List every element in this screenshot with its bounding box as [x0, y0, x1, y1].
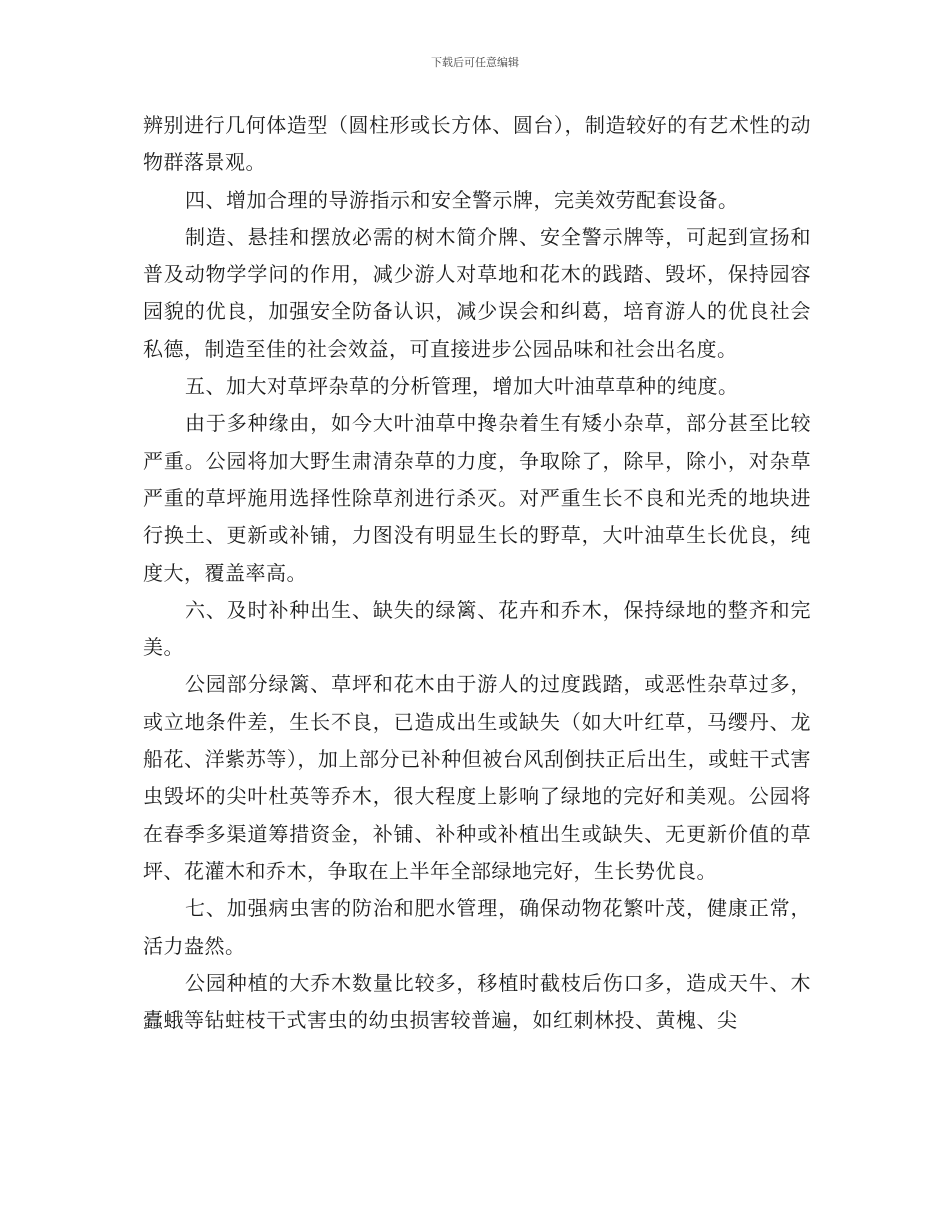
paragraph-7: 公园部分绿篱、草坪和花木由于游人的过度践踏，或恶性杂草过多，或立地条件差，生长不良，已造成出生或缺失（如大叶红草，马缨丹、龙船花、洋紫苏等），加上部分已补种但被台风刮倒扶正后出生，或蛀干式害虫毁坏的尖叶杜英等乔木，很大程度上影响了绿地的完好和美观。公园将在春季多渠道筹措资金，补铺、补种或补植出生或缺失、无更新价值的草坪、花灌木和乔木，争取在上半年全部绿地完好，生长势优良。 [143, 672, 811, 883]
paragraph-5: 由于多种缘由，如今大叶油草中搀杂着生有矮小杂草，部分甚至比较严重。公园将加大野生肃清杂草的力度，争取除了，除早，除小，对杂草严重的草坪施用选择性除草剂进行杀灭。对严重生长不良和光秃的地块进行换土、更新或补铺，力图没有明显生长的野草，大叶油草生长优良，纯度大，覆盖率高。 [143, 411, 811, 585]
paragraph-3: 制造、悬挂和摆放必需的树木简介牌、安全警示牌等，可起到宣扬和普及动物学学问的作用，减少游人对草地和花木的践踏、毁坏，保持园容园貌的优良，加强安全防备认识，减少误会和纠葛，培育游人的优良社会私德，制造至佳的社会效益，可直接进步公园品味和社会出名度。 [143, 224, 811, 361]
paragraph-2-heading: 四、增加合理的导游指示和安全警示牌，完美效劳配套设备。 [185, 187, 739, 212]
document-body [143, 107, 811, 1039]
paragraph-9: 公园种植的大乔木数量比较多，移植时截枝后伤口多，造成天牛、木蠹蛾等钻蛀枝干式害虫的幼虫损害较普遍，如红刺林投、黄槐、尖 [143, 970, 811, 1033]
paragraph-8-heading: 七、加强病虫害的防治和肥水管理，确保动物花繁叶茂，健康正常，活力盎然。 [143, 896, 811, 958]
paragraph-4-heading: 五、加大对草坪杂草的分析管理，增加大叶油草草种的纯度。 [185, 374, 739, 399]
paragraph-1: 辨别进行几何体造型（圆柱形或长方体、圆台），制造较好的有艺术性的动物群落景观。 [143, 113, 811, 175]
paragraph-6-heading: 六、及时补种出生、缺失的绿篱、花卉和乔木，保持绿地的整齐和完美。 [143, 597, 811, 660]
page-header-note: 下载后可任意编辑 [431, 56, 519, 69]
